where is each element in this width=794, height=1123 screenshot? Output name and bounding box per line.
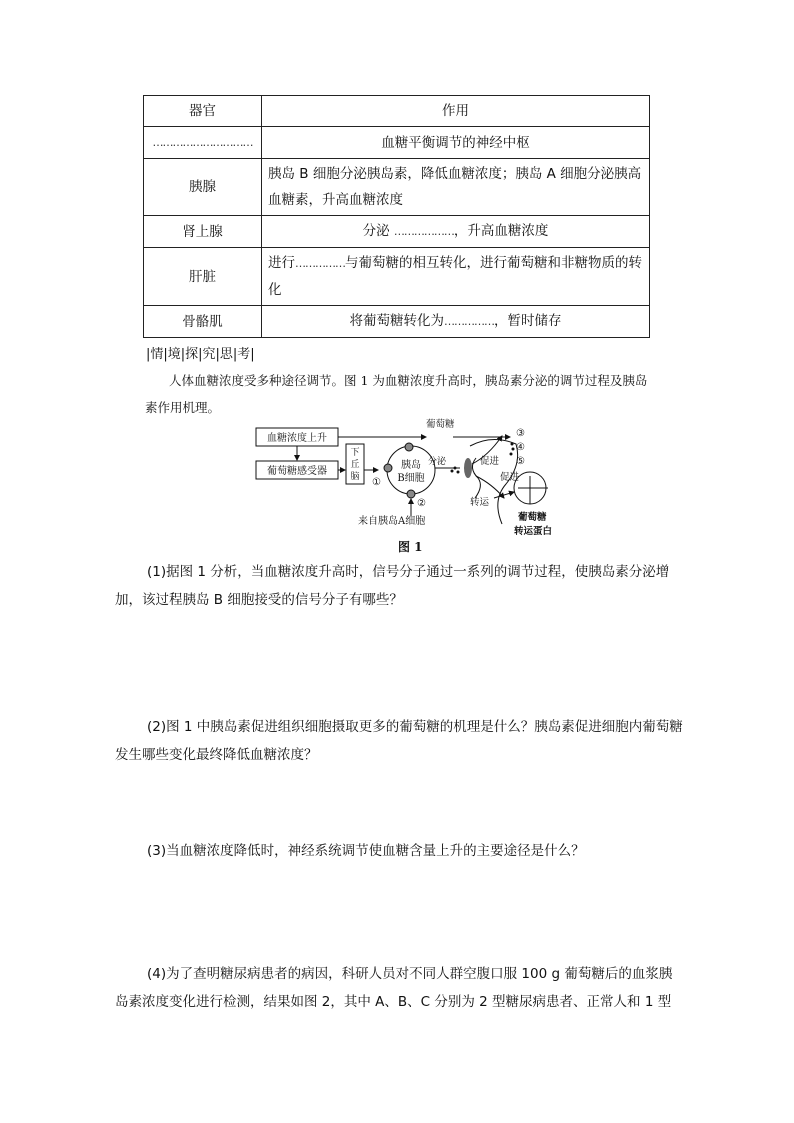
label-glucose-top: 葡萄糖 bbox=[426, 419, 455, 430]
table-row bbox=[144, 159, 650, 216]
label-promote-2: 促进 bbox=[500, 472, 520, 483]
label-transporter-1: 葡萄糖 bbox=[518, 512, 547, 523]
table-row bbox=[144, 127, 650, 159]
label-from-alpha: 来自胰岛A细胞 bbox=[358, 516, 426, 527]
mark-2: ② bbox=[417, 498, 426, 509]
question-4: (4)为了查明糖尿病患者的病因，科研人员对不同人群空腹口服 100 g 葡萄糖后的血浆胰岛素浓度变化进行检测，结果如图 2，其中 A、B、C 分别为 2 型糖尿病患者、正常人和 1 型 bbox=[115, 966, 673, 1010]
function-cell: 将葡萄糖转化为……………，暂时储存 bbox=[262, 306, 650, 338]
label-secrete: 分泌 bbox=[428, 457, 447, 467]
organ-cell: 肝脏 bbox=[144, 248, 262, 306]
table-row bbox=[144, 306, 650, 338]
question-2: (2)图 1 中胰岛素促进组织细胞摄取更多的葡萄糖的机理是什么？胰岛素促进细胞内葡萄糖发生哪些变化最终降低血糖浓度？ bbox=[115, 719, 683, 763]
header-organ: 器官 bbox=[144, 96, 262, 127]
organ-cell: 骨骼肌 bbox=[144, 306, 262, 338]
organ-cell: 胰腺 bbox=[144, 159, 262, 216]
function-cell: 进行……………与葡萄糖的相互转化，进行葡萄糖和非糖物质的转化 bbox=[262, 248, 650, 306]
table-header-row bbox=[144, 96, 650, 127]
function-cell: 分泌 ………………，升高血糖浓度 bbox=[262, 216, 650, 248]
label-transport: 转运 bbox=[470, 497, 490, 508]
intro-paragraph: 人体血糖浓度受多种途径调节。图 1 为血糖浓度升高时，胰岛素分泌的调节过程及胰岛素作用机理。 bbox=[145, 373, 648, 415]
mark-4: ④ bbox=[516, 442, 525, 453]
cell-label-1: 胰岛 bbox=[401, 460, 421, 471]
question-3: (3)当血糖浓度降低时，神经系统调节使血糖含量上升的主要途径是什么？ bbox=[147, 843, 585, 859]
section-tag: |情|境|探|究|思|考| bbox=[146, 347, 255, 362]
question-1: (1)据图 1 分析，当血糖浓度升高时，信号分子通过一系列的调节过程，使胰岛素分泌增加，该过程胰岛 B 细胞接受的信号分子有哪些？ bbox=[115, 564, 670, 608]
figure-caption: 图 1 bbox=[398, 540, 423, 554]
figure-1-diagram bbox=[248, 418, 578, 546]
label-transporter-2: 转运蛋白 bbox=[514, 526, 553, 537]
box-receptor-label: 葡萄糖感受器 bbox=[267, 466, 327, 477]
mark-5: ⑤ bbox=[516, 456, 525, 467]
hypothalamus-label: 下丘脑 bbox=[350, 448, 360, 482]
table-row bbox=[144, 248, 650, 306]
cell-label-2: B细胞 bbox=[397, 473, 425, 484]
mark-3: ③ bbox=[516, 428, 525, 439]
function-cell: 血糖平衡调节的神经中枢 bbox=[262, 127, 650, 159]
organ-cell: 肾上腺 bbox=[144, 216, 262, 248]
function-cell: 胰岛 B 细胞分泌胰岛素，降低血糖浓度；胰岛 A 细胞分泌胰高血糖素，升高血糖浓度 bbox=[262, 159, 650, 216]
header-function: 作用 bbox=[262, 96, 650, 127]
box-blood-glucose-label: 血糖浓度上升 bbox=[267, 433, 327, 444]
mark-1: ① bbox=[372, 477, 381, 488]
label-promote-1: 促进 bbox=[480, 456, 500, 467]
organ-blank: ………………………… bbox=[144, 127, 262, 159]
organ-function-table bbox=[143, 95, 650, 338]
table-row bbox=[144, 216, 650, 248]
